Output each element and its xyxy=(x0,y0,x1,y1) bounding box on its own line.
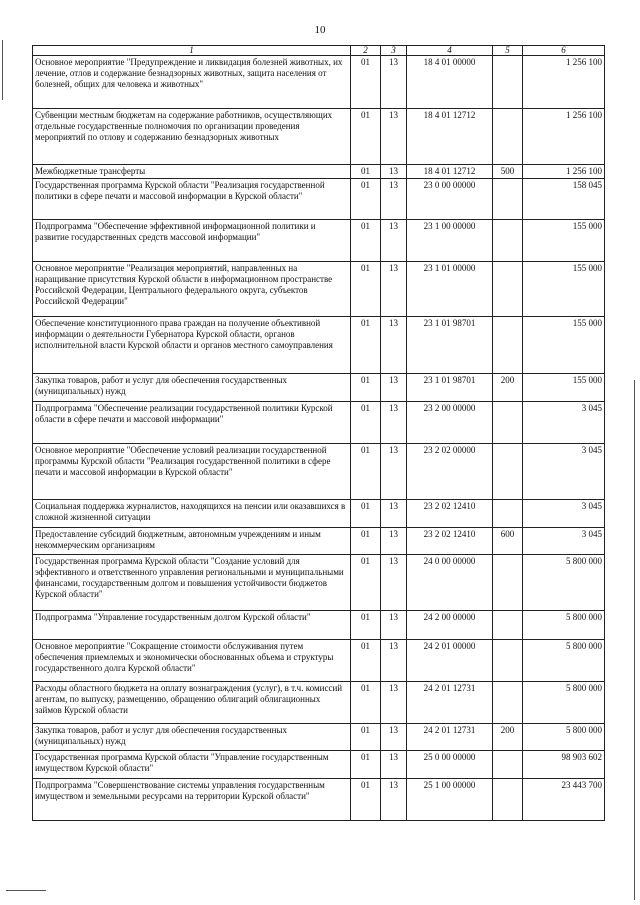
row-target-article: 24 2 01 12731 xyxy=(407,682,493,724)
row-section: 01 xyxy=(351,402,381,444)
row-target-article: 23 1 00 00000 xyxy=(407,220,493,262)
table-row xyxy=(33,402,605,444)
row-section: 01 xyxy=(351,109,381,165)
header-cell-name: 1 xyxy=(33,46,351,56)
table-row xyxy=(33,317,605,374)
table-row xyxy=(33,444,605,500)
row-amount: 155 000 xyxy=(523,262,605,317)
row-amount: 5 800 000 xyxy=(523,555,605,611)
row-section: 01 xyxy=(351,611,381,640)
row-target-article: 24 0 00 00000 xyxy=(407,555,493,611)
row-target-article: 23 2 02 00000 xyxy=(407,444,493,500)
row-expense-type xyxy=(493,779,523,821)
header-cell-expense-type: 5 xyxy=(493,46,523,56)
row-section: 01 xyxy=(351,779,381,821)
row-subsection: 13 xyxy=(381,640,407,682)
row-amount: 3 045 xyxy=(523,500,605,528)
header-row xyxy=(33,46,605,56)
row-amount: 3 045 xyxy=(523,444,605,500)
row-name: Основное мероприятие "Предупреждение и ликвидация болезней животных, их лечение, отлов и содержание безнадзорных животных, защита населения от болезней, общих для человека и животных" xyxy=(33,56,351,109)
edge-mark-top-left xyxy=(2,40,3,100)
row-name: Государственная программа Курской области "Создание условий для эффективного и ответственного управления региональными и муниципальными финансами, государственным долгом и повышения устойчивости бюджетов Курской области" xyxy=(33,555,351,611)
row-subsection: 13 xyxy=(381,611,407,640)
header-cell-target-article: 4 xyxy=(407,46,493,56)
table-row xyxy=(33,56,605,109)
row-section: 01 xyxy=(351,262,381,317)
row-target-article: 24 2 01 00000 xyxy=(407,640,493,682)
budget-table xyxy=(32,45,605,821)
row-amount: 5 800 000 xyxy=(523,640,605,682)
row-name: Подпрограмма "Обеспечение эффективной информационной политики и развитие государственных средств массовой информации" xyxy=(33,220,351,262)
row-target-article: 24 2 01 12731 xyxy=(407,724,493,751)
row-subsection: 13 xyxy=(381,444,407,500)
row-subsection: 13 xyxy=(381,220,407,262)
row-section: 01 xyxy=(351,528,381,555)
row-subsection: 13 xyxy=(381,682,407,724)
row-section: 01 xyxy=(351,165,381,179)
row-amount: 158 045 xyxy=(523,179,605,220)
row-name: Основное мероприятие "Обеспечение условий реализации государственной программы Курской области "Реализация государственной политики в сфере печати и массовой информации в Курской области" xyxy=(33,444,351,500)
row-subsection: 13 xyxy=(381,109,407,165)
table-row xyxy=(33,555,605,611)
row-amount: 5 800 000 xyxy=(523,682,605,724)
row-section: 01 xyxy=(351,220,381,262)
row-name: Закупка товаров, работ и услуг для обеспечения государственных (муниципальных) нужд xyxy=(33,724,351,751)
row-target-article: 23 1 01 00000 xyxy=(407,262,493,317)
row-amount: 3 045 xyxy=(523,402,605,444)
table-row xyxy=(33,262,605,317)
row-name: Обеспечение конституционного права граждан на получение объективной информации о деятельности Губернатора Курской области, органов исполнительной власти Курской области и органов местного самоуправления xyxy=(33,317,351,374)
row-amount: 155 000 xyxy=(523,374,605,402)
table-row xyxy=(33,109,605,165)
row-amount: 155 000 xyxy=(523,220,605,262)
row-target-article: 23 0 00 00000 xyxy=(407,179,493,220)
row-expense-type xyxy=(493,682,523,724)
table-row xyxy=(33,751,605,779)
row-expense-type: 600 xyxy=(493,528,523,555)
row-name: Закупка товаров, работ и услуг для обеспечения государственных (муниципальных) нужд xyxy=(33,374,351,402)
row-subsection: 13 xyxy=(381,165,407,179)
table-row xyxy=(33,165,605,179)
row-name: Расходы областного бюджета на оплату вознаграждения (услуг), в т.ч. комиссий агентам, по выпуску, размещению, обращению облигаций облигационных займов Курской области xyxy=(33,682,351,724)
row-target-article: 23 2 02 12410 xyxy=(407,528,493,555)
table-row xyxy=(33,779,605,821)
row-expense-type: 200 xyxy=(493,374,523,402)
table-row xyxy=(33,611,605,640)
row-subsection: 13 xyxy=(381,528,407,555)
row-expense-type: 500 xyxy=(493,165,523,179)
row-subsection: 13 xyxy=(381,262,407,317)
row-expense-type xyxy=(493,56,523,109)
row-section: 01 xyxy=(351,500,381,528)
row-target-article: 25 1 00 00000 xyxy=(407,779,493,821)
header-cell-amount: 6 xyxy=(523,46,605,56)
row-amount: 155 000 xyxy=(523,317,605,374)
table-row xyxy=(33,220,605,262)
row-expense-type xyxy=(493,220,523,262)
row-amount: 1 256 100 xyxy=(523,109,605,165)
row-amount: 1 256 100 xyxy=(523,56,605,109)
row-name: Основное мероприятие "Сокращение стоимости обслуживания путем обеспечения приемлемых и экономически обоснованных объема и структуры государственного долга Курской области" xyxy=(33,640,351,682)
header-cell-section: 2 xyxy=(351,46,381,56)
row-name: Государственная программа Курской области "Реализация государственной политики в сфере печати и массовой информации в Курской области" xyxy=(33,179,351,220)
row-section: 01 xyxy=(351,444,381,500)
row-section: 01 xyxy=(351,682,381,724)
row-section: 01 xyxy=(351,317,381,374)
row-expense-type xyxy=(493,179,523,220)
row-amount: 98 903 602 xyxy=(523,751,605,779)
row-subsection: 13 xyxy=(381,374,407,402)
table-body xyxy=(33,56,605,821)
row-subsection: 13 xyxy=(381,179,407,220)
row-name: Субвенции местным бюджетам на содержание работников, осуществляющих отдельные государственные полномочия по организации проведения мероприятий по отлову и содержанию безнадзорных животных xyxy=(33,109,351,165)
row-expense-type xyxy=(493,751,523,779)
row-section: 01 xyxy=(351,374,381,402)
header-cell-subsection: 3 xyxy=(381,46,407,56)
row-target-article: 25 0 00 00000 xyxy=(407,751,493,779)
row-target-article: 23 1 01 98701 xyxy=(407,374,493,402)
edge-mark-right xyxy=(634,380,635,900)
row-subsection: 13 xyxy=(381,500,407,528)
row-target-article: 24 2 00 00000 xyxy=(407,611,493,640)
row-subsection: 13 xyxy=(381,555,407,611)
table-row xyxy=(33,640,605,682)
page-number: 10 xyxy=(314,24,326,36)
row-subsection: 13 xyxy=(381,317,407,374)
row-expense-type: 200 xyxy=(493,724,523,751)
row-subsection: 13 xyxy=(381,724,407,751)
row-amount: 1 256 100 xyxy=(523,165,605,179)
table-row xyxy=(33,682,605,724)
table-row xyxy=(33,374,605,402)
row-target-article: 18 4 01 12712 xyxy=(407,165,493,179)
row-name: Подпрограмма "Управление государственным долгом Курской области" xyxy=(33,611,351,640)
row-target-article: 18 4 01 00000 xyxy=(407,56,493,109)
row-section: 01 xyxy=(351,724,381,751)
row-name: Межбюджетные трансферты xyxy=(33,165,351,179)
row-amount: 23 443 700 xyxy=(523,779,605,821)
row-section: 01 xyxy=(351,179,381,220)
row-name: Основное мероприятие "Реализация мероприятий, направленных на наращивание присутствия Курской области в информационном пространстве Российской Федерации, Центрального федерального округа, субъектов Российской Федерации" xyxy=(33,262,351,317)
row-section: 01 xyxy=(351,640,381,682)
row-expense-type xyxy=(493,109,523,165)
row-amount: 5 800 000 xyxy=(523,724,605,751)
row-expense-type xyxy=(493,640,523,682)
table-row xyxy=(33,500,605,528)
table-row xyxy=(33,724,605,751)
row-subsection: 13 xyxy=(381,402,407,444)
row-expense-type xyxy=(493,500,523,528)
row-name: Подпрограмма "Обеспечение реализации государственной политики Курской области в сфере печати и массовой информации" xyxy=(33,402,351,444)
row-target-article: 23 2 00 00000 xyxy=(407,402,493,444)
row-section: 01 xyxy=(351,56,381,109)
row-expense-type xyxy=(493,402,523,444)
row-amount: 5 800 000 xyxy=(523,611,605,640)
row-subsection: 13 xyxy=(381,779,407,821)
row-expense-type xyxy=(493,444,523,500)
row-amount: 3 045 xyxy=(523,528,605,555)
row-name: Социальная поддержка журналистов, находящихся на пенсии или оказавшихся в сложной жизненной ситуации xyxy=(33,500,351,528)
table-row xyxy=(33,528,605,555)
table-row xyxy=(33,179,605,220)
row-subsection: 13 xyxy=(381,751,407,779)
row-expense-type xyxy=(493,555,523,611)
row-target-article: 23 1 01 98701 xyxy=(407,317,493,374)
row-expense-type xyxy=(493,611,523,640)
edge-mark-bottom-left xyxy=(6,890,46,891)
row-expense-type xyxy=(493,262,523,317)
row-section: 01 xyxy=(351,555,381,611)
row-expense-type xyxy=(493,317,523,374)
row-name: Подпрограмма "Совершенствование системы управления государственным имуществом и земельными ресурсами на территории Курской области" xyxy=(33,779,351,821)
row-name: Государственная программа Курской области "Управление государственным имуществом Курской области" xyxy=(33,751,351,779)
row-target-article: 23 2 02 12410 xyxy=(407,500,493,528)
row-target-article: 18 4 01 12712 xyxy=(407,109,493,165)
row-subsection: 13 xyxy=(381,56,407,109)
row-name: Предоставление субсидий бюджетным, автономным учреждениям и иным некоммерческим организациям xyxy=(33,528,351,555)
row-section: 01 xyxy=(351,751,381,779)
